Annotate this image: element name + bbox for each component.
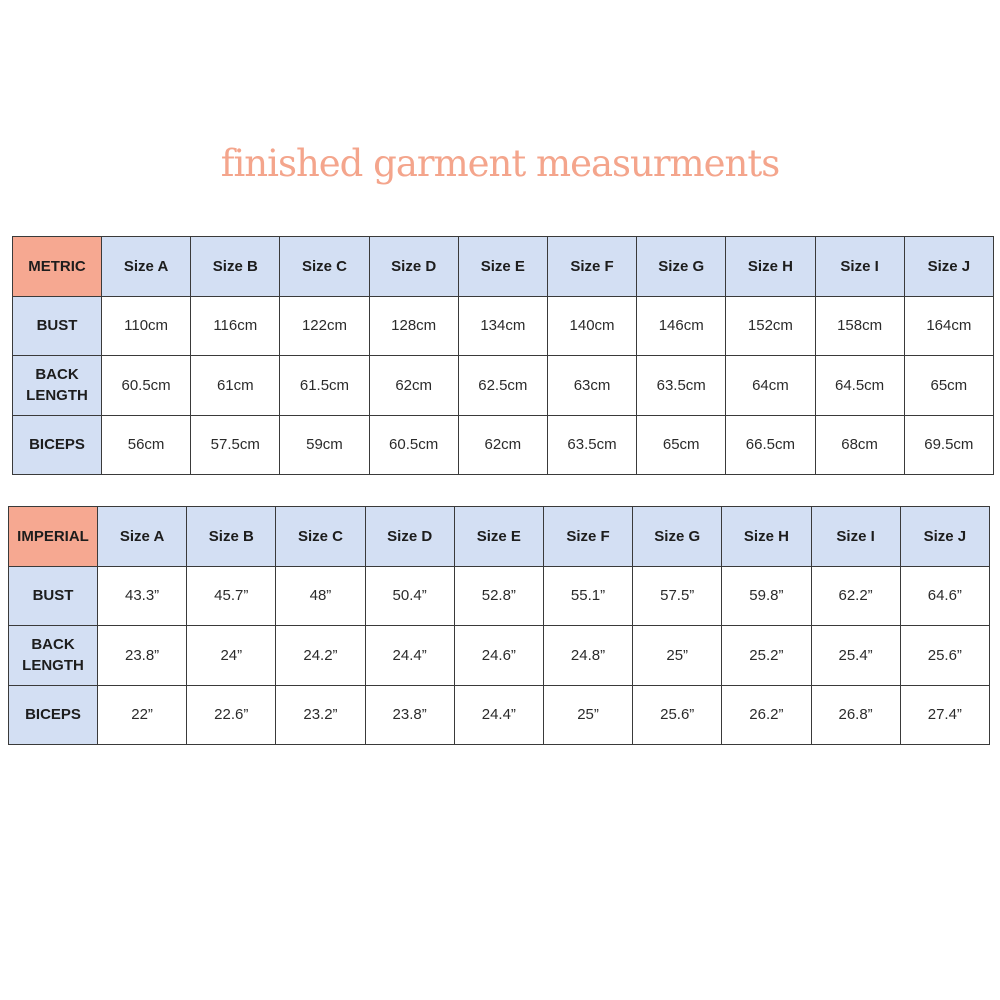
size-header: Size H: [722, 507, 811, 567]
page-title: finished garment measurments: [220, 142, 780, 185]
size-header: Size H: [726, 237, 815, 297]
table-cell: 63.5cm: [547, 415, 636, 475]
size-header: Size I: [815, 237, 904, 297]
row-label-back-length: BACK LENGTH: [13, 356, 102, 416]
metric-label: METRIC: [13, 237, 102, 297]
table-cell: 61cm: [191, 356, 280, 416]
table-row: [13, 356, 994, 416]
table-row: [9, 626, 990, 686]
table-cell: 116cm: [191, 296, 280, 356]
table-cell: 65cm: [904, 356, 993, 416]
metric-table: [12, 236, 994, 475]
table-cell: 65cm: [637, 415, 726, 475]
table-row: [13, 415, 994, 475]
table-cell: 24.4”: [454, 685, 543, 745]
table-cell: 25”: [543, 685, 632, 745]
table-header-row: [13, 237, 994, 297]
table-cell: 22.6”: [187, 685, 276, 745]
table-cell: 140cm: [547, 296, 636, 356]
table-cell: 66.5cm: [726, 415, 815, 475]
size-header: Size C: [276, 507, 365, 567]
table-cell: 158cm: [815, 296, 904, 356]
table-cell: 48”: [276, 566, 365, 626]
size-header: Size G: [637, 237, 726, 297]
table-cell: 62cm: [369, 356, 458, 416]
table-cell: 23.2”: [276, 685, 365, 745]
table-cell: 63cm: [547, 356, 636, 416]
table-cell: 60.5cm: [369, 415, 458, 475]
row-label-bust: BUST: [13, 296, 102, 356]
table-cell: 22”: [98, 685, 187, 745]
imperial-table: [8, 506, 990, 745]
imperial-label: IMPERIAL: [9, 507, 98, 567]
table-cell: 24.6”: [454, 626, 543, 686]
table-cell: 146cm: [637, 296, 726, 356]
table-cell: 128cm: [369, 296, 458, 356]
table-cell: 23.8”: [365, 685, 454, 745]
row-label-biceps: BICEPS: [13, 415, 102, 475]
size-header: Size I: [811, 507, 900, 567]
table-cell: 56cm: [102, 415, 191, 475]
table-cell: 134cm: [458, 296, 547, 356]
table-cell: 63.5cm: [637, 356, 726, 416]
table-cell: 68cm: [815, 415, 904, 475]
table-cell: 24.8”: [543, 626, 632, 686]
table-cell: 69.5cm: [904, 415, 993, 475]
table-cell: 24”: [187, 626, 276, 686]
size-header: Size F: [543, 507, 632, 567]
table-cell: 57.5”: [633, 566, 722, 626]
table-cell: 122cm: [280, 296, 369, 356]
row-label-bust: BUST: [9, 566, 98, 626]
size-header: Size E: [454, 507, 543, 567]
table-cell: 57.5cm: [191, 415, 280, 475]
table-cell: 45.7”: [187, 566, 276, 626]
table-cell: 52.8”: [454, 566, 543, 626]
size-header: Size A: [98, 507, 187, 567]
table-header-row: [9, 507, 990, 567]
table-cell: 23.8”: [98, 626, 187, 686]
table-cell: 50.4”: [365, 566, 454, 626]
row-label-biceps: BICEPS: [9, 685, 98, 745]
row-label-back-length: BACK LENGTH: [9, 626, 98, 686]
size-header: Size D: [365, 507, 454, 567]
table-cell: 27.4”: [900, 685, 989, 745]
table-cell: 25”: [633, 626, 722, 686]
table-cell: 110cm: [102, 296, 191, 356]
table-cell: 64cm: [726, 356, 815, 416]
table-cell: 25.6”: [633, 685, 722, 745]
table-cell: 26.2”: [722, 685, 811, 745]
table-cell: 62.2”: [811, 566, 900, 626]
size-header: Size E: [458, 237, 547, 297]
table-cell: 59.8”: [722, 566, 811, 626]
table-cell: 59cm: [280, 415, 369, 475]
table-cell: 152cm: [726, 296, 815, 356]
table-row: [13, 296, 994, 356]
size-header: Size A: [102, 237, 191, 297]
size-header: Size J: [904, 237, 993, 297]
table-cell: 43.3”: [98, 566, 187, 626]
size-header: Size C: [280, 237, 369, 297]
table-cell: 24.2”: [276, 626, 365, 686]
table-cell: 25.6”: [900, 626, 989, 686]
table-cell: 25.4”: [811, 626, 900, 686]
table-cell: 62.5cm: [458, 356, 547, 416]
table-row: [9, 566, 990, 626]
table-cell: 60.5cm: [102, 356, 191, 416]
size-header: Size B: [191, 237, 280, 297]
table-cell: 61.5cm: [280, 356, 369, 416]
table-cell: 24.4”: [365, 626, 454, 686]
size-header: Size D: [369, 237, 458, 297]
table-cell: 64.5cm: [815, 356, 904, 416]
table-cell: 25.2”: [722, 626, 811, 686]
table-cell: 164cm: [904, 296, 993, 356]
size-header: Size B: [187, 507, 276, 567]
size-header: Size F: [547, 237, 636, 297]
table-cell: 64.6”: [900, 566, 989, 626]
table-cell: 55.1”: [543, 566, 632, 626]
table-row: [9, 685, 990, 745]
size-header: Size J: [900, 507, 989, 567]
table-cell: 26.8”: [811, 685, 900, 745]
size-header: Size G: [633, 507, 722, 567]
table-cell: 62cm: [458, 415, 547, 475]
